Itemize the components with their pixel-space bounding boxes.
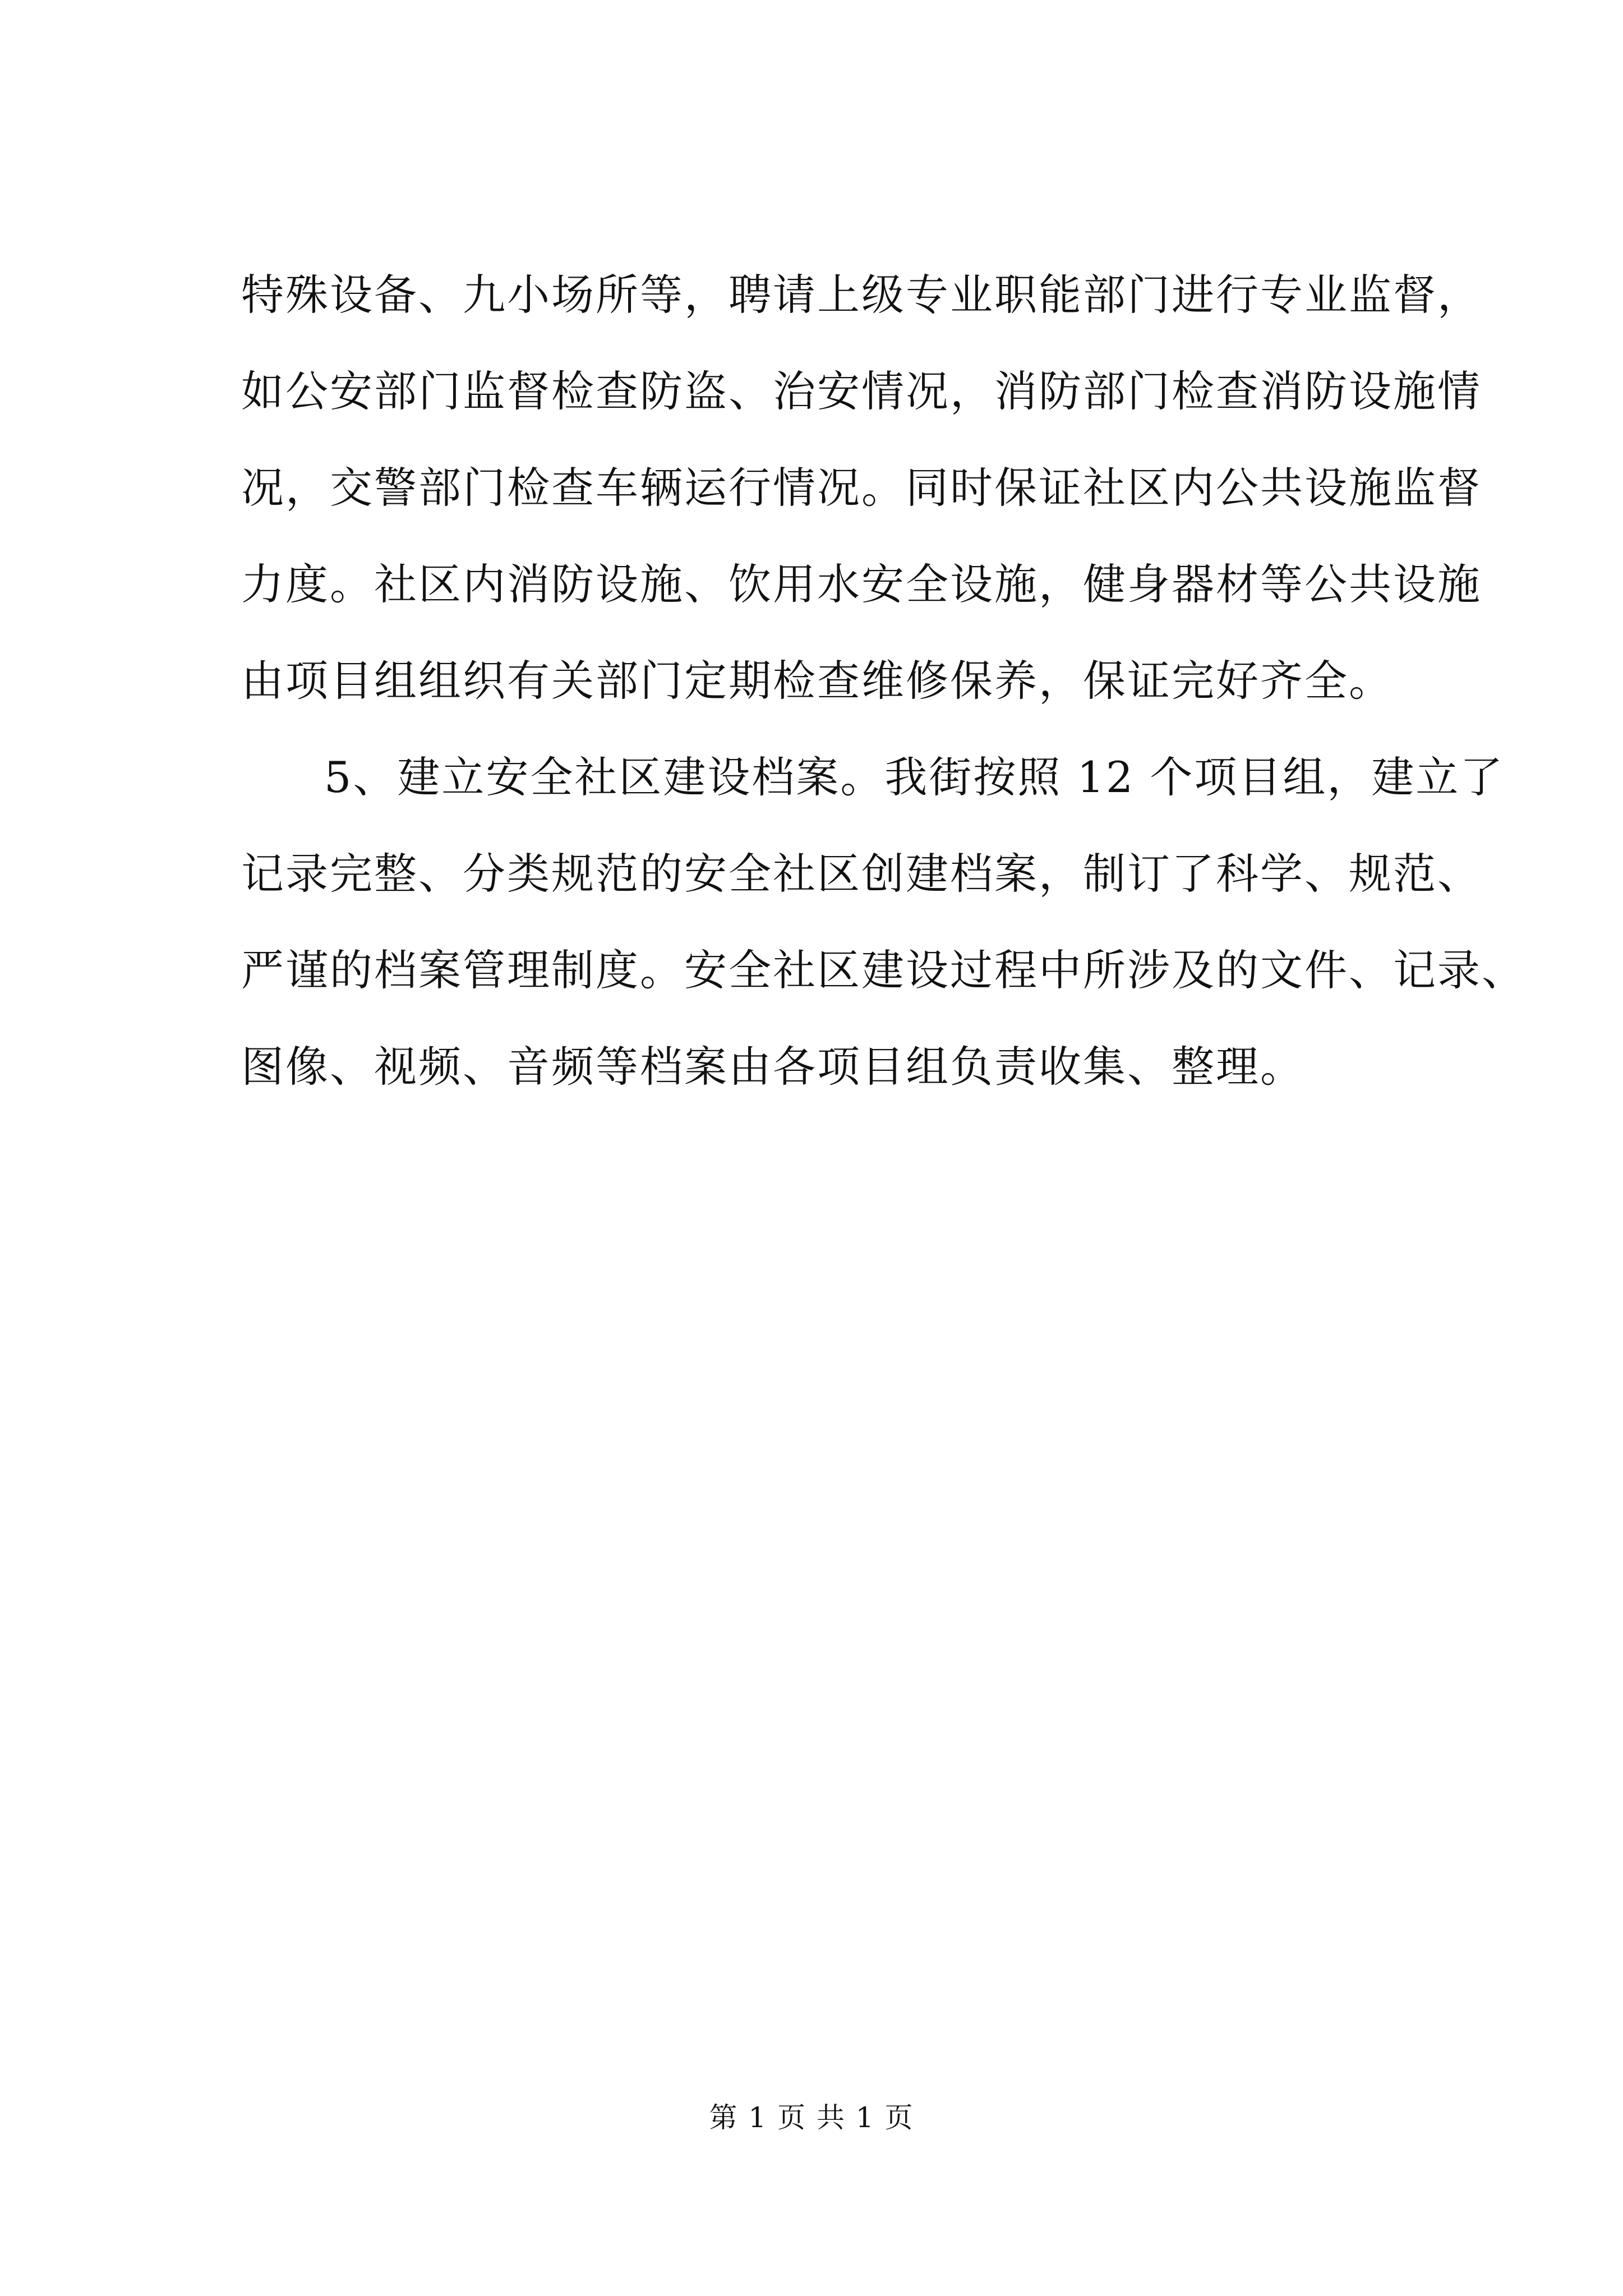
paragraph-line: 记录完整、分类规范的安全社区创建档案，制订了科学、规范、 <box>241 849 1482 899</box>
document-body <box>241 247 1526 1115</box>
paragraph-line: 况，交警部门检查车辆运行情况。同时保证社区内公共设施监督 <box>241 463 1482 513</box>
page-number: 第 1 页 共 1 页 <box>709 2101 914 2134</box>
paragraph-line: 力度。社区内消防设施、饮用水安全设施，健身器材等公共设施 <box>241 559 1482 609</box>
page-footer <box>0 2095 1623 2140</box>
paragraph-line: 特殊设备、九小场所等，聘请上级专业职能部门进行专业监督， <box>241 270 1482 320</box>
paragraph-line: 如公安部门监督检查防盗、治安情况，消防部门检查消防设施情 <box>241 366 1482 416</box>
paragraph-line: 由项目组组织有关部门定期检查维修保养，保证完好齐全。 <box>241 656 1393 706</box>
paragraph-archives <box>241 729 1526 1115</box>
paragraph-line: 严谨的档案管理制度。安全社区建设过程中所涉及的文件、记录、 <box>241 945 1526 995</box>
paragraph-line: 图像、视频、音频等档案由各项目组负责收集、整理。 <box>241 1042 1304 1092</box>
paragraph-supervision <box>241 247 1482 729</box>
paragraph-line: 5、建立安全社区建设档案。我街按照 12 个项目组，建立了 <box>324 752 1505 802</box>
